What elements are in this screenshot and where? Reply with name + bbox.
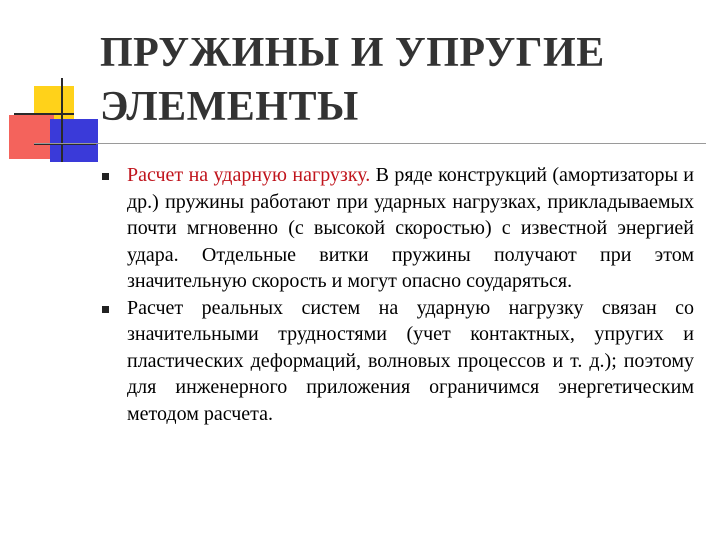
bullet-text: В ряде конструкций (амортизаторы и др.) пружины работают при ударных нагрузках, прикладываемых почти мгновенно (с высокой скоростью) с известной энергией удара. Отдельные витки пружины получают при этом значительную скорость и могут опасно соударяться. [127,164,694,292]
bullet-marker-icon [102,173,109,180]
decor-horizontal-line [14,113,74,115]
decor-blue-square [50,119,98,162]
bullet-item [98,162,694,295]
slide-content [98,162,694,427]
bullet-text: Расчет реальных систем на ударную нагрузку связан со значительными трудностями (учет контактных, упругих и пластических деформаций, волновых процессов и т. д.); поэтому для инженерного приложения ограничимся энергетическим методом расчета. [127,296,694,425]
decor-vertical-line [61,78,63,162]
title-underline [34,143,706,144]
slide-title: ПРУЖИНЫ И УПРУГИЕ ЭЛЕМЕНТЫ [100,30,605,130]
bullet-marker-icon [102,306,109,313]
bullet-highlight: Расчет на ударную нагрузку. [127,164,371,186]
bullet-item [98,295,694,428]
decor-red-square [9,115,54,159]
